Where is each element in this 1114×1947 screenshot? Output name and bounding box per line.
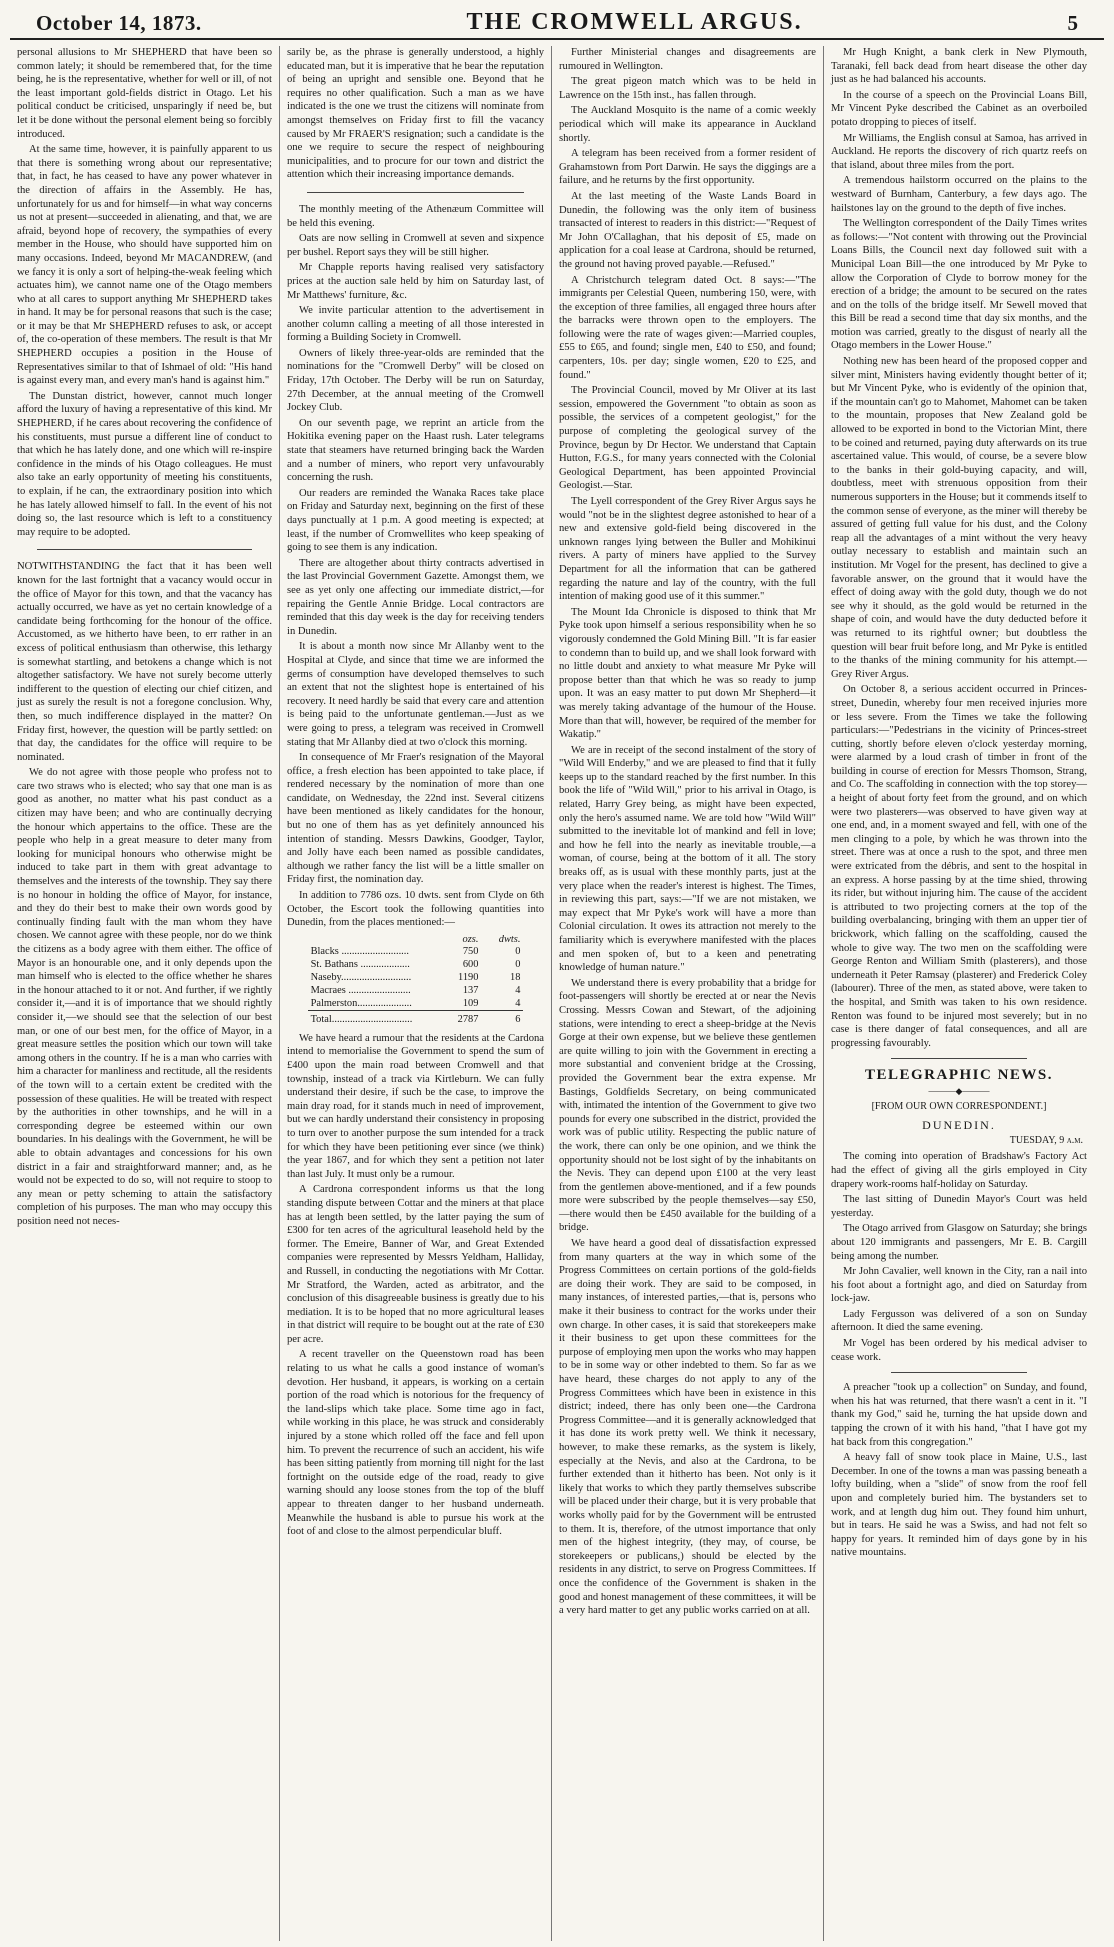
news-item: The Lyell correspondent of the Grey River Argus says he would "not be in the slightest degree astonished to hear of a new and extensive gold-field being discovered in the unknown ranges lying between the Buller and Mohikinui rivers. A party of miners have applied to the Survey Department for all the information that can be gathered regarding the nature and lay of the country, with the full intention of making good use of it this summer." [559, 496, 816, 603]
news-item: Owners of likely three-year-olds are reminded that the nominations for the "Cromwell Derby" will be closed on Friday, 17th October. The Derby will be run on Saturday, 27th December, at the annual meeting of the Cromwell Jockey Club. [287, 347, 544, 414]
telegram-item: The Otago arrived from Glasgow on Saturday; she brings about 120 immigrants and passengers, Mr E. B. Cargill being among the number. [831, 1223, 1087, 1262]
table-row [308, 984, 524, 997]
table-row [308, 971, 524, 984]
article-paragraph: sarily be, as the phrase is generally understood, a highly educated man, but it is imperative that he bear the reputation of being an upright and sensible one. Beyond that he requires no other qualification. Such a man as we have indicated is the one we trust the citizens will nominate from amongst themselves on Friday first to fill the vacancy caused by Mr FRAER'S resignation; such a candidate is the one we require to secure the respect of neighbouring municipalities, and to procure for our town and district the attention which their increasing importance demands. [287, 47, 544, 181]
news-item: A heavy fall of snow took place in Maine, U.S., last December. In one of the towns a man was passing beneath a lofty building, when a "slide" of snow from the roof fell upon and completely buried him. The bystanders set to work, and at length dug him out. They found him unhurt, but in tears. He said he was a Swiss, and had not felt so happy for years. It reminded him of days gone by in his native mountains. [831, 1452, 1087, 1559]
news-item: The Auckland Mosquito is the name of a comic weekly periodical which will make its appearance in Auckland shortly. [559, 105, 816, 144]
telegram-item: The last sitting of Dunedin Mayor's Court was held yesterday. [831, 1194, 1087, 1219]
news-item: A Christchurch telegram dated Oct. 8 says:—"The immigrants per Celestial Queen, numbering 150, were, with the exception of three families, all engaged three hours after the barracks were thrown open to the employers. The following were the rate of wages given:—Married couples, £55 to £65, and found; single men, £40 to £50, and found; carpenters, 10s. per day; single women, £20 to £25, and found." [559, 274, 816, 381]
news-item: Further Ministerial changes and disagreements are rumoured in Wellington. [559, 47, 816, 72]
article-paragraph: At the same time, however, it is painfully apparent to us that there is something wrong about our representative; that, in fact, he has ceased to have any power whatever in the direction of affairs in the Assembly. He has, unfortunately for us and for himself—in what way concerns us not at present—succeeded in alienating, and that, we are afraid, beyond hope of recovery, the sympathies of every member in the House, who should have supported him on many occasions. Indeed, beyond Mr MACANDREW, (and we fancy it is only a sort of helping-the-weak feeling which actuates him), we cannot name one of the Otago members who at all cares to support anything Mr SHEPHERD takes in hand. It may be for personal reasons that such is the case; or it may be that Mr SHEPHERD refuses to ask, or accept of, the co-operation of these members. The result is that Mr SHEPHERD occupies a position in the House of Representatives similar to that of Ishmael of old: "His hand is against every man, and every man's hand is against him." [17, 144, 272, 387]
article-paragraph: NOTWITHSTANDING the fact that it has been well known for the last fortnight that a vacancy would occur in the office of Mayor for this town, and that the vacancy has actually occurred, we have as yet no certain knowledge of a candidate being forthcoming for the honour of the office. Accustomed, as we hitherto have been, to err rather in an excess of political enthusiasm than otherwise, this lethargy is somewhat startling, and betokens a change which is not altogether satisfactory. We have not surely become utterly indifferent to the question of electing our chief citizen, and just as surely the result is not a foregone conclusion. Why, then, so much indifference displayed in the matter? On Friday first, however, the question will be partly settled: on that day, the candidates for the office will require to be nominated. [17, 561, 272, 763]
news-item: Nothing new has been heard of the proposed copper and silver mint, Ministers having evidently thought better of it; but Mr Vincent Pyke, who is evidently of the opinion that, if the mountain can't go to Mahomet, Mahomet can be taken to the mountain, proposes that New Zealand gold be allowed to be exported in bond to the Victorian Mint, there to be coined and returned, paying duty afterwards on its true ascertained value. This would, of course, be a severe blow to the banks in their gold-buying capacity, and will, doubtless, meet with strenuous opposition from their numerous supporters in the House; but it commends itself to the common sense of everyone, as the miner will thereby be assured of getting full value for his dust, and the Colony reap all the advantages of a mint without the very heavy outlay necessary to establish and maintain such an institution. Mr Vogel for the present, has declined to give a favorable answer, on the ground that it would have the effect of doing away with the gold duty, though we do not see why it should, as the gold would be returned in the shape of coin, and would have the duty deducted before it was returned to its rightful owner; but doubtless the question will bear fruit before long, and Mr Pyke is entitled to the thanks of the mining community for his attempt.—Grey River Argus. [831, 356, 1087, 680]
telegram-item: The coming into operation of Bradshaw's Factory Act had the effect of giving all the girls employed in City drapery work-rooms half-holiday on Saturday. [831, 1151, 1087, 1190]
news-item: In addition to 7786 ozs. 10 dwts. sent from Clyde on 6th October, the Escort took the following quantities into Dunedin, from the places mentioned:— [287, 890, 544, 929]
table-cell-dwts: 4 [515, 984, 521, 996]
news-item: There are altogether about thirty contracts advertised in the last Provincial Government Gazette. Amongst them, we see as yet only one affecting our immediate district,—for repairing the Gentle Annie Bridge. Local contractors are reminded that this day week is the day for receiving tenders in Dunedin. [287, 557, 544, 637]
news-item: Mr Chapple reports having realised very satisfactory prices at the auction sale held by him on Saturday last, of Mr Matthews' furniture, &c. [287, 262, 544, 301]
issue-date: October 14, 1873. [36, 11, 202, 35]
divider [891, 1058, 1027, 1059]
section-heading-telegraphic: TELEGRAPHIC NEWS. [864, 1067, 1054, 1084]
correspondent-line: [FROM OUR OWN CORRESPONDENT.] [871, 1101, 1047, 1113]
telegram-item: Mr John Cavalier, well known in the City, ran a nail into his foot about a fortnight ago, and died on Saturday from lock-jaw. [831, 1266, 1087, 1305]
divider [37, 549, 252, 550]
table-cell-dwts: 0 [515, 958, 521, 970]
table-cell-dwts: 4 [515, 997, 521, 1009]
divider [307, 192, 524, 193]
news-item: The Wellington correspondent of the Daily Times writes as follows:—"Not content with throwing out the Provincial Loans Bills, the Council next day followed suit with a Municipal Loan Bill—the one introduced by Mr Pyke to allow the Corporation of Clyde to borrow money for the erection of a bridge; the amount to be secured on the rates and on the tolls of the bridge itself. Mr Sewell moved that this Bill be read a second time that day six months, and the motion was carried, greatly to the disgust of nearly all the Otago members in the Lower House." [831, 218, 1087, 352]
table-cell-ozs: 600 [462, 958, 479, 970]
gold-escort-table [308, 934, 524, 1026]
news-item: It is about a month now since Mr Allanby went to the Hospital at Clyde, and since that time we are informed the germs of consumption have developed themselves to such an extent that not the slightest hope is entertained of his recovery. It need hardly be said that every care and attention is being paid to the unfortunate gentleman.—Just as we were going to press, a telegram was received in Cromwell stating that Mr Allanby died at two o'clock this morning. [287, 641, 544, 748]
table-row [308, 958, 524, 971]
news-item: A preacher "took up a collection" on Sunday, and found, when his hat was returned, that there wasn't a cent in it. "I thank my God," said he, turning the hat upside down and tapping the crown of it with his hand, "that I have got my hat back from this congregation." [831, 1382, 1087, 1448]
article-paragraph: We do not agree with those people who profess not to care two straws who is elected; who say that one man is as good as another, no matter what his past conduct as a citizen may have been; and who are continually decrying the honour which appertains to the office. These are the people who help in a great measure to deter many from looking for municipal honours who otherwise might be induced to take part in them with great advantage to themselves and the interests of the township. They say there is no honour in holding the office of Mayor, for instance, and they do their best to make their own words good by continually finding fault with the man whom they have chosen. We cannot agree with these people, nor do we think the citizens as a body agree with them either. The office of Mayor is an honourable one, and it only depends upon the man himself who is elected to the office whether he shares in the honour attached to it or not. And further, if we rightly consider it,—and it is of importance that we should rightly consider it,—we should see that the selection of our best man, or one of our best men, for the office of Mayor, in a great measure settles the position which our town will take among others in the country. If he is a man who carries with him a character for manliness and rectitude, all the residents of the town will to a certain extent be credited with the possession of these qualities. He will be treated with respect by the authorities in other townships, and he will in a corresponding degree be esteemed within our own boundaries. In his dealings with the Government, he will be able to obtain advantages and concessions for his own district in a fair and straightforward manner; and, as he would not be expected to do so, will not require to stoop to any mean or petty scheming to attain the satisfactory completion of his purposes. The man who may occupy this position need not neces- [17, 767, 272, 1227]
news-item: The Provincial Council, moved by Mr Oliver at its last session, empowered the Government "to obtain as soon as possible, the services of a competent geologist," for the purpose of completing the geological survey of the Province, begun by Dr Hector. We understand that Captain Hutton, F.G.S., for many years connected with the Colonial Geological Department, has been appointed Provincial Geologist.—Star. [559, 385, 816, 492]
column-1 [10, 46, 280, 1941]
news-item: We invite particular attention to the advertisement in another column calling a meeting of all those interested in forming a Building Society in Cromwell. [287, 305, 544, 344]
news-item: Mr Hugh Knight, a bank clerk in New Plymouth, Taranaki, fell back dead from heart disease the other day just as he had balanced his accounts. [831, 47, 1087, 86]
news-item: A telegram has been received from a former resident of Grahamstown from Port Darwin. He says the diggings are a failure, and he returns by the first opportunity. [559, 148, 816, 187]
table-total-ozs: 2787 [439, 1010, 481, 1026]
column-2 [280, 46, 552, 1941]
table-cell-ozs: 750 [462, 945, 479, 957]
dateline-place: DUNEDIN. [922, 1118, 996, 1133]
news-item: In consequence of Mr Fraer's resignation of the Mayoral office, a fresh election has been appointed to take place, if rendered necessary by the nomination of more than one candidate, on Wednesday, the 22nd inst. Several citizens have been mentioned as likely candidates for the honour, but no one of them has as yet definitely announced his intention of standing. Messrs Dawkins, Goodger, Taylor, and Jolly have each been named as possible candidates, although we rather fancy the list will be a little smaller on Friday first, the nomination day. [287, 752, 544, 886]
news-item: Mr Williams, the English consul at Samoa, has arrived in Auckland. He reports the discovery of rich quartz reefs on that island, about three miles from the port. [831, 132, 1087, 171]
news-item: The monthly meeting of the Athenæum Committee will be held this evening. [287, 203, 544, 229]
telegram-item: Lady Fergusson was delivered of a son on Sunday afternoon. It died the same evening. [831, 1308, 1087, 1334]
column-3 [552, 46, 824, 1941]
table-cell-place: Palmerston..................... [310, 997, 412, 1009]
news-item: Oats are now selling in Cromwell at seven and sixpence per bushel. Report says they will be still higher. [287, 233, 544, 258]
telegram-item: Mr Vogel has been ordered by his medical adviser to cease work. [831, 1338, 1087, 1363]
masthead [10, 6, 1104, 40]
news-item: A tremendous hailstorm occurred on the plains to the westward of Burnham, Canterbury, a few days ago. The hailstones lay on the ground to the depth of five inches. [831, 175, 1087, 214]
dateline-time: TUESDAY, 9 a.m. [1009, 1135, 1083, 1147]
news-item: A Cardrona correspondent informs us that the long standing dispute between Cottar and the miners at that place has at length been settled, by the latter paying the sum of £300 for ten acres of the agricultural leasehold held by the former. The Emeire, Banner of War, and Great Extended companies were represented by Messrs Yeldham, Halliday, and Russell, in conducting the negotiations with Mr Cottar. Mr Stratford, the Warden, acted as arbitrator, and the conclusion of this disagreeable business is greatly due to his mediation. It is to be hoped that no more agricultural leases in that district will require to be bought out at the rate of £30 per acre. [287, 1184, 544, 1345]
news-item: On our seventh page, we reprint an article from the Hokitika evening paper on the Haast rush. Later telegrams state that steamers have returned bringing back the Warden and a number of miners, who report very unfavourably concerning the rush. [287, 417, 544, 484]
news-item: We have heard a good deal of dissatisfaction expressed from many quarters at the way in which some of the Progress Committees on certain portions of the gold-fields are doing their work. They are said to be composed, in many instances, of interested parties,—that is, persons who make it their business to contract for the works under their own charge. In other cases, it is said that storekeepers make it their business to get upon these committees for the purpose of employing men upon the works who may happen to be in some way or other indebted to them. So far as we have heard, these charges do not apply to any of the Progress Committees which have been in existence in this district; indeed, there has only been one—the Cardrona Progress Committee—and it is generally acknowledged that it has done its work pretty well. We think it necessary, however, to make these remarks, as the system is likely, especially at the Nevis, and also at the Cardrona, to be further extended than it hitherto has been. Not only is it likely that works to which they partly themselves subscribe will be placed under their charge, but it is very probable that works wholly paid for by the Government will be entrusted to them. It is, therefore, of the utmost importance that only men of the highest integrity, (they may, of course, be storekeepers or publicans,) should be elected by the residents in any district, to serve on Progress Committees. If once the confidence of the Government is shaken in the good and honest management of these committees, it will be a very hard matter to get any public works carried on at all. [559, 1238, 816, 1617]
table-cell-place: St. Bathans ................... [310, 958, 410, 970]
table-cell-dwts: 0 [515, 945, 521, 957]
news-item: We have heard a rumour that the residents at the Cardona intend to memorialise the Government to spend the sum of £400 upon the main road between Cromwell and that township, instead of a track via Kirtleburn. We can fully understand their desire, if such be the case, to improve the main dray road, for it stands much in need of improvement, but we can hardly understand their consistency in proposing to turn over to another purpose the sum intended for a track for which they have been petitioning ever since (we think) the year 1867, and for which they sent a petition not later than last July. It must only be a rumour. [287, 1032, 544, 1180]
table-total-dwts: 6 [481, 1010, 523, 1026]
table-cell-place: Macraes ........................ [310, 984, 411, 996]
news-item: At the last meeting of the Waste Lands Board in Dunedin, the following was the only item of business transacted of interest to readers in this district:—"Request of Mr John O'Callaghan, that his deposit of £5, made on application for a coal lease at Cardrona, should be returned, the ground not having proved payable.—Refused." [559, 190, 816, 270]
table-row [308, 945, 524, 958]
divider [891, 1372, 1027, 1373]
news-item: We understand there is every probability that a bridge for foot-passengers will shortly be erected at or near the Nevis Crossing. Messrs Cowan and Stewart, of the adjoining stations, were intending to erect a sheep-bridge at the Nevis Gorge at their own expense, but we believe these gentlemen are quite willing to join with the Government in erecting a more substantial and convenient bridge at the Crossing, provided the Government bear the extra expense. Mr Bastings, Goldfields Secretary, on being communicated with, intimated the intention of the Government to give two pounds for every one subscribed in the district, provided the work was of public utility. Respecting the public nature of the work, there can only be one opinion, and we think the opportunity should not be lost sight of by the inhabitants on the Nevis. They can depend upon £100 at the very least from the gentlemen above-mentioned, and if a few pounds more were subscribed by the people themselves—say £50,—there would then be £450 available for the building of a bridge. [559, 977, 816, 1234]
article-paragraph: The Dunstan district, however, cannot much longer afford the luxury of having a representative of this kind. Mr SHEPHERD, if he cares about recovering the confidence of his constituents, must pursue a different line of conduct to that which he has lately done, and one which will re-inspire confidence in the minds of his Otago colleagues. He must also take an early opportunity of meeting his constituents, to explain, if he can, the extraordinary position into which he has lately allowed himself to fall. In the event of his not doing so, the last resource which is left to a constituency may require to be adopted. [17, 390, 272, 538]
table-cell-ozs: 109 [462, 997, 479, 1009]
ornament-icon: ———◆——— [928, 1086, 990, 1097]
table-row [308, 997, 524, 1011]
table-cell-dwts: 18 [510, 971, 521, 983]
news-item: Our readers are reminded the Wanaka Races take place on Friday and Saturday next, beginning on the first of these days punctually at 1 p.m. A good meeting is expected; at least, if the number of Cromwellites who keep speaking of going to see them is any indication. [287, 487, 544, 554]
table-cell-ozs: 1190 [458, 971, 479, 983]
table-total-label: Total............................... [308, 1010, 440, 1026]
news-item: In the course of a speech on the Provincial Loans Bill, Mr Vincent Pyke described the Cabinet as an overboiled potato dropping to pieces of itself. [831, 89, 1087, 128]
news-item: The Mount Ida Chronicle is disposed to think that Mr Pyke took upon himself a serious responsibility when he so vigorously condemned the Gold Mining Bill. "It is far easier to condemn than to build up, and we shall look forward with no little doubt and anxiety to what measure Mr Pyke will propose better than that which he was so ready to jump upon. It was an easy matter to put down Mr Shepherd—it was merely taking advantage of the humour of the House. More than that will, however, be required of the member for Wakatip." [559, 606, 816, 741]
news-item: The great pigeon match which was to be held in Lawrence on the 15th inst., has fallen through. [559, 76, 816, 101]
news-item: We are in receipt of the second instalment of the story of "Wild Will Enderby," and we are pleased to find that it fully keeps up to the standard reached by the first number. In this book the life of "Wild Will," prior to his arrival in Otago, is related, Harry Grey being, as might have been expected, only the hero's assumed name. We are told how "Wild Will" submitted to the inevitable lot of mankind and fell in love; and how he fell into the nearly as inevitable trouble,—a woman, of course, being at the bottom of it all. The story breaks off, as is usual with these monthly parts, just at the very place when the reader's interest is highest. The Times, in reviewing this part, says:—"If we are not mistaken, we may expect that Mr Pyke's work will have a more than Colonial circulation. It owes its attraction not merely to the familiarity which is everywhere manifested with the places and men spoken of, but to a keen and penetrating knowledge of human nature." [559, 744, 816, 974]
table-cell-place: Blacks .......................... [310, 945, 409, 957]
news-item: A recent traveller on the Queenstown road has been relating to us what he calls a good instance of woman's devotion. Her husband, it appears, is working on a certain portion of the road which is notorious for the frequency of the land-slips which take place. Some time ago in fact, while working in this place, he was struck and considerably injured by a stone which rolled off the face and fell upon him. To prevent the recurrence of such an accident, his wife has been sitting patiently from morning till night for the last fortnight on the outside edge of the road, ready to give warning should any loose stones from the top of the bluff appear to threaten danger to her husband underneath. Meanwhile the husband is able to pursue his work at the foot of and close to the almost perpendicular bluff. [287, 1349, 544, 1538]
table-cell-place: Naseby........................... [310, 971, 412, 983]
article-paragraph: personal allusions to Mr SHEPHERD that have been so common lately; it should be remembered that, for the time being, he is the representative, whether for well or ill, of not the least important gold-fields district in Otago. Let his political conduct be criticised, unsparingly if need be, but let it be done without the personal element being so forcibly introduced. [17, 47, 272, 140]
columns [10, 46, 1104, 1941]
page-number: 5 [1067, 11, 1078, 35]
newspaper-title: THE CROMWELL ARGUS. [466, 9, 803, 35]
table-header-dwts: dwts. [498, 933, 521, 945]
news-item: On October 8, a serious accident occurred in Princes-street, Dunedin, whereby four men received injuries more or less severe. From the Times we take the following particulars:—"Pedestrians in the vicinity of Princes-street cutting, shortly before eleven o'clock yesterday morning, were alarmed by a loud crash of timber in front of the building in course of erection for Messrs Thomson, Strang, and Co. The scaffolding in connection with the top storey—a height of about forty feet from the ground, and on which were two plasterers—was observed to have given way at one end, and, in a moment swayed and fell, with one of the men clinging to a pole, by which he was thrown into the street. There was at once a rush to the spot, and three men were extricated from the débris, and sent to the hospital in an express. A horse passing by at the time shied, throwing its rider, but without injuring him. The cause of the accident is attributed to two projecting corners at the top of the building overbalancing, bringing with them an upper tier of brickwork, which falling on the scaffolding, caused the whole to give way. The two men on the scaffolding were George Renton and William Smith (plasterers), and those underneath it Peter Ramsay (plasterer) and Frederick Coley (labourer). Three of the men, as stated above, were taken to the hospital, and Smith was taken to his own residence. Renton was found to be injured most severely; but in no case is there danger of fatal consequences, and all are progressing favourably. [831, 684, 1087, 1049]
column-4 [824, 46, 1094, 1941]
table-total-row [308, 1010, 524, 1026]
table-header-ozs: ozs. [462, 933, 479, 945]
table-cell-ozs: 137 [462, 984, 479, 996]
